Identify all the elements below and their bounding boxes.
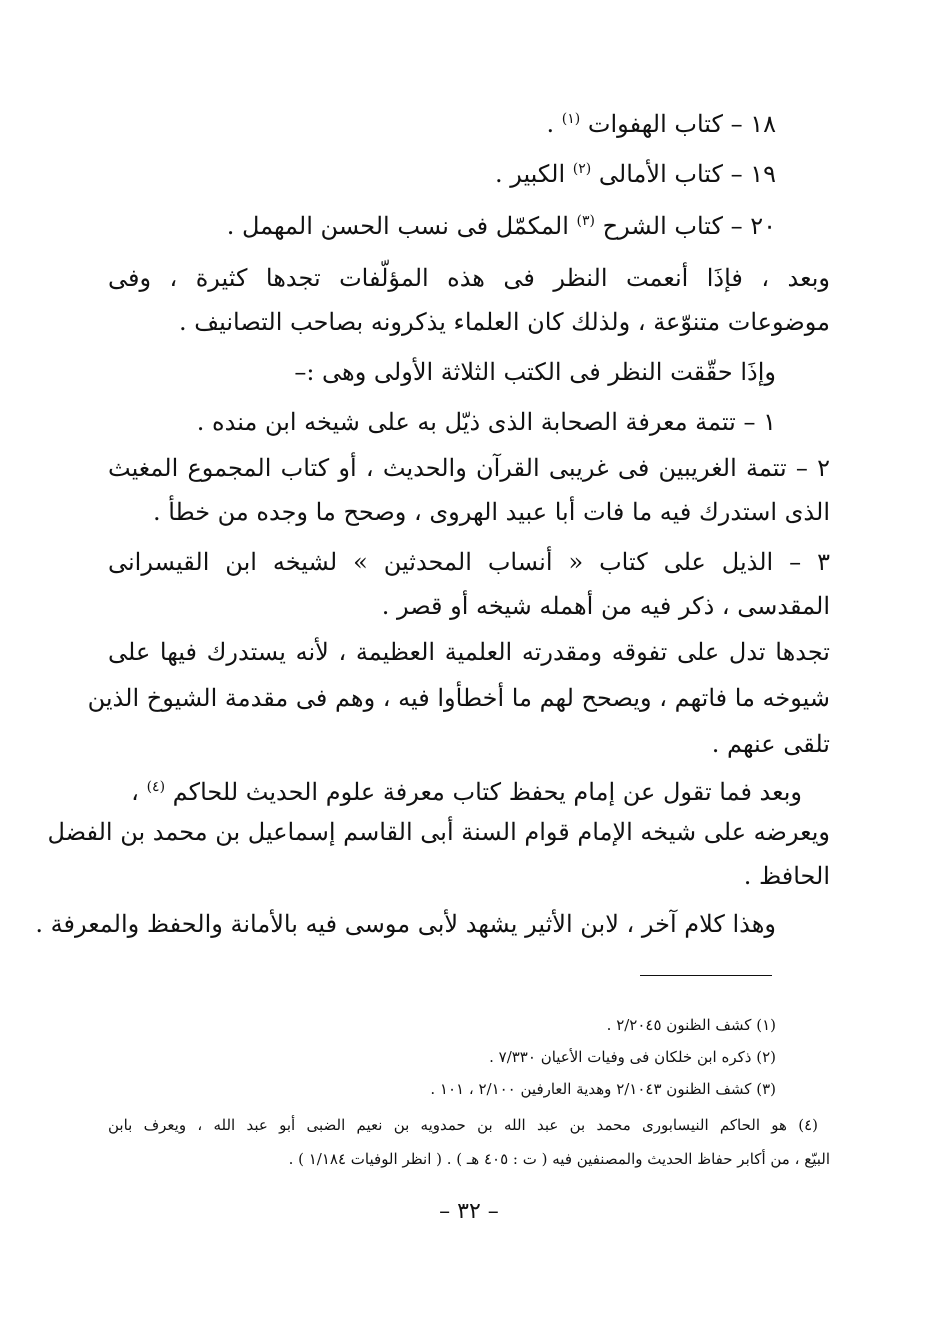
footnote-1: (١) كشف الظنون ٢/٢٠٤٥ . (606, 1016, 776, 1034)
footnote-2: (٢) ذكره ابن خلكان فى وفيات الأعيان ٧/٣٣٠ . (489, 1048, 776, 1066)
footnote-marker: (١) (561, 111, 581, 127)
paragraph-1-line-1: وبعد ، فإذَا أنعمت النظر فى هذه المؤلّفات تجدها كثيرة ، وفى (108, 264, 830, 292)
paragraph-2-line-2: شيوخه ما فاتهم ، ويصحح لهم ما أخطأوا فيه ، وهم فى مقدمة الشيوخ الذين (87, 684, 830, 712)
footnote-3: (٣) كشف الظنون ٢/١٠٤٣ وهدية العارفين ٢/١٠٠ ، ١٠١ . (430, 1080, 776, 1098)
paragraph-4: وهذا كلام آخر ، لابن الأثير يشهد لأبى موسى فيه بالأمانة والحفظ والمعرفة . (35, 910, 776, 938)
footnote-marker: (٣) (576, 213, 595, 229)
book-item-3-line-1: ٣ – الذيل على كتاب « أنساب المحدثين » لشيخه ابن القيسرانى (108, 548, 830, 576)
list-item-18 (547, 104, 776, 144)
book-item-2-line-2: الذى استدرك فيه ما فات أبا عبيد الهروى ، وصحح ما وجده من خطأ . (152, 498, 830, 526)
list-item-tail: . (546, 110, 555, 138)
list-item-text: ١٨ – كتاب الهفوات (587, 110, 776, 138)
list-item-tail: الكبير . (494, 160, 566, 188)
book-item-3-line-2: المقدسى ، ذكر فيه من أهمله شيخه أو قصر . (381, 592, 830, 620)
list-item-text: ٢٠ – كتاب الشرح (602, 212, 776, 240)
paragraph-1-line-2: موضوعات متنوّعة ، ولذلك كان العلماء يذكرونه بصاحب التصانيف . (179, 308, 830, 336)
book-item-1: ١ – تتمة معرفة الصحابة الذى ذيّل به على شيخه ابن منده . (196, 408, 776, 436)
footnote-4-line-2: البيّع ، من أكابر حفاظ الحديث والمصنفين فيه ( ت : ٤٠٥ هـ ) . ( انظر الوفيات ١/١٨٤ ) . (288, 1150, 830, 1168)
book-item-2-line-1: ٢ – تتمة الغريبين فى غريبى القرآن والحديث ، أو كتاب المجموع المغيث (108, 454, 830, 482)
paragraph-3-line-3: الحافظ . (743, 862, 830, 890)
footnote-marker: (٢) (572, 161, 592, 177)
paragraph-3-text: وبعد فما تقول عن إمام يحفظ كتاب معرفة علوم الحديث للحاكم (172, 778, 802, 806)
list-item-tail: المكمّل فى نسب الحسن المهمل . (226, 212, 569, 240)
paragraph-2-line-1: تجدها تدل على تفوقه ومقدرته العلمية العظيمة ، لأنه يستدرك فيها على (108, 638, 830, 666)
intro-line: وإذَا حقّقت النظر فى الكتب الثلاثة الأولى وهى :– (294, 358, 776, 386)
footnote-marker: (٤) (146, 779, 166, 795)
paragraph-2-line-3: تلقى عنهم . (711, 730, 830, 758)
footnote-4-line-1: (٤) هو الحاكم النيسابورى محمد بن عبد الله بن حمدويه بن نعيم الضبى أبو عبد الله ، ويعرف بابن (108, 1116, 818, 1134)
list-item-19 (495, 154, 776, 194)
paragraph-3-tail: ، (131, 778, 139, 806)
list-item-20 (227, 206, 776, 246)
paragraph-3-line-1 (131, 772, 802, 812)
footnote-separator (640, 975, 772, 976)
page-number: – ٣٢ – (439, 1199, 499, 1224)
paragraph-3-line-2: ويعرضه على شيخه الإمام قوام السنة أبى القاسم إسماعيل بن محمد بن الفضل (47, 818, 830, 846)
list-item-text: ١٩ – كتاب الأمالى (598, 160, 776, 188)
